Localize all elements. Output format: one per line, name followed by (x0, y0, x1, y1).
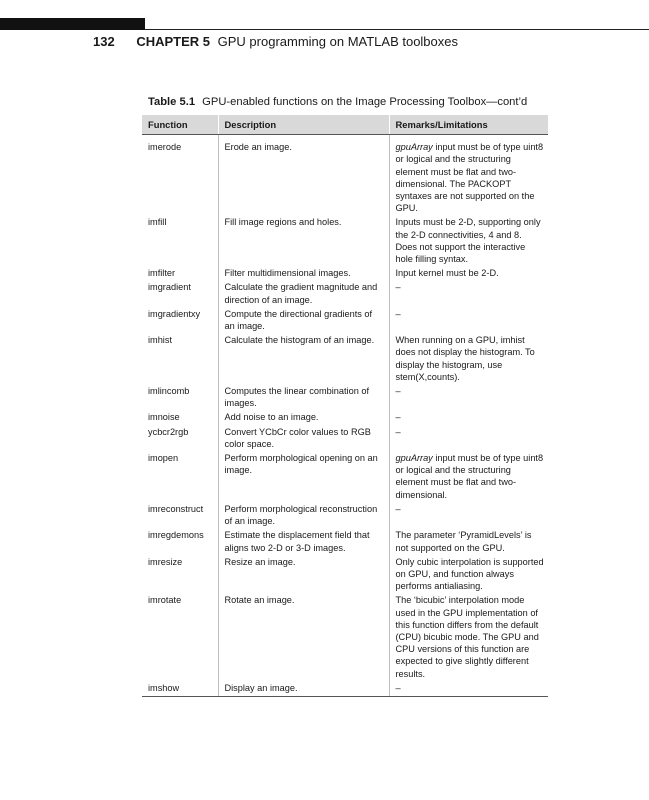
cell-description: Perform morphological reconstruction of an image. (218, 502, 389, 528)
cell-function: imhist (142, 333, 218, 384)
cell-remarks (389, 555, 548, 594)
cell-function: imfill (142, 215, 218, 266)
cell-description: Fill image regions and holes. (218, 215, 389, 266)
cell-description: Add noise to an image. (218, 410, 389, 424)
cell-description: Convert YCbCr color values to RGB color space. (218, 425, 389, 451)
table-row (142, 333, 548, 384)
cell-function: ycbcr2rgb (142, 425, 218, 451)
table-row (142, 555, 548, 594)
cell-remarks (389, 215, 548, 266)
cell-remarks (389, 502, 548, 528)
cell-remarks-text: input must be of type uint8 or logical and the structuring element must be flat and two-dimensional. The PACKOPT syntaxes are not supported on the GPU. (395, 142, 544, 214)
table-row (142, 593, 548, 680)
cell-function: imnoise (142, 410, 218, 424)
cell-remarks (389, 135, 548, 216)
cell-description: Rotate an image. (218, 593, 389, 680)
cell-remarks (389, 681, 548, 697)
page-number: 132 (93, 34, 115, 49)
cell-function: imlincomb (142, 384, 218, 410)
table-row (142, 681, 548, 697)
cell-remarks-text: – (395, 282, 401, 293)
table-row (142, 528, 548, 554)
cell-remarks-text: Input kernel must be 2-D. (395, 268, 499, 279)
cell-description: Compute the directional gradients of an image. (218, 307, 389, 333)
table-row (142, 384, 548, 410)
chapter-title: GPU programming on MATLAB toolboxes (217, 34, 459, 49)
table-row (142, 410, 548, 424)
cell-remarks (389, 307, 548, 333)
cell-remarks (389, 333, 548, 384)
table-row (142, 307, 548, 333)
cell-description: Display an image. (218, 681, 389, 697)
cell-function: imfilter (142, 266, 218, 280)
cell-remarks-text: The parameter ‘PyramidLevels’ is not supported on the GPU. (395, 530, 532, 553)
cell-remarks-text: – (395, 412, 401, 423)
cell-description: Calculate the gradient magnitude and direction of an image. (218, 280, 389, 306)
cell-description: Resize an image. (218, 555, 389, 594)
cell-function: imregdemons (142, 528, 218, 554)
cell-remarks-emphasis: gpuArray (395, 453, 433, 464)
cell-function: imshow (142, 681, 218, 697)
column-header-description: Description (218, 115, 389, 135)
cell-function: imresize (142, 555, 218, 594)
cell-remarks-text: – (395, 682, 401, 693)
cell-remarks-text: Only cubic interpolation is supported on GPU, and function always performs antialiasing. (395, 556, 544, 592)
cell-remarks-emphasis: gpuArray (395, 142, 433, 153)
cell-description: Filter multidimensional images. (218, 266, 389, 280)
table-caption-text: GPU-enabled functions on the Image Processing Toolbox—cont’d (202, 96, 528, 108)
table-caption (148, 96, 527, 108)
header-rule (145, 29, 649, 30)
functions-table (142, 115, 548, 697)
cell-function: imgradientxy (142, 307, 218, 333)
cell-description: Computes the linear combination of images. (218, 384, 389, 410)
column-header-function: Function (142, 115, 218, 135)
table-row (142, 135, 548, 216)
cell-remarks (389, 593, 548, 680)
cell-description: Erode an image. (218, 135, 389, 216)
cell-remarks (389, 266, 548, 280)
cell-remarks (389, 425, 548, 451)
header-decorative-bar (0, 18, 145, 30)
cell-description: Calculate the histogram of an image. (218, 333, 389, 384)
cell-remarks-text: input must be of type uint8 or logical and the structuring element must be flat and two-dimensional. (395, 453, 544, 500)
cell-function: imerode (142, 135, 218, 216)
cell-function: imgradient (142, 280, 218, 306)
table-row (142, 502, 548, 528)
cell-remarks-text: – (395, 503, 401, 514)
cell-remarks-text: – (395, 308, 401, 319)
table-row (142, 451, 548, 502)
cell-remarks (389, 280, 548, 306)
cell-remarks (389, 451, 548, 502)
table-body (142, 135, 548, 697)
column-header-remarks: Remarks/Limitations (389, 115, 548, 135)
table-header-row (142, 115, 548, 135)
cell-remarks-text: The ‘bicubic’ interpolation mode used in the GPU implementation of this function differs from the default (CPU) bicubic mode. The GPU and CPU versions of this function are expected to give slightly different results. (395, 595, 539, 679)
table-row (142, 215, 548, 266)
cell-function: imrotate (142, 593, 218, 680)
table-row (142, 266, 548, 280)
cell-function: imreconstruct (142, 502, 218, 528)
table-caption-label: Table 5.1 (148, 96, 196, 108)
cell-remarks-text: – (395, 426, 401, 437)
cell-remarks (389, 410, 548, 424)
cell-remarks (389, 384, 548, 410)
cell-function: imopen (142, 451, 218, 502)
cell-remarks-text: – (395, 386, 401, 397)
table-row (142, 280, 548, 306)
running-head (93, 34, 458, 49)
chapter-label: CHAPTER 5 (136, 34, 211, 49)
table-row (142, 425, 548, 451)
cell-description: Estimate the displacement field that aligns two 2-D or 3-D images. (218, 528, 389, 554)
cell-remarks (389, 528, 548, 554)
cell-description: Perform morphological opening on an image. (218, 451, 389, 502)
cell-remarks-text: When running on a GPU, imhist does not display the histogram. To display the histogram, use stem(X,counts). (395, 335, 535, 382)
cell-remarks-text: Inputs must be 2-D, supporting only the 2-D connectivities, 4 and 8. Does not support the interactive hole filling syntax. (395, 217, 541, 265)
